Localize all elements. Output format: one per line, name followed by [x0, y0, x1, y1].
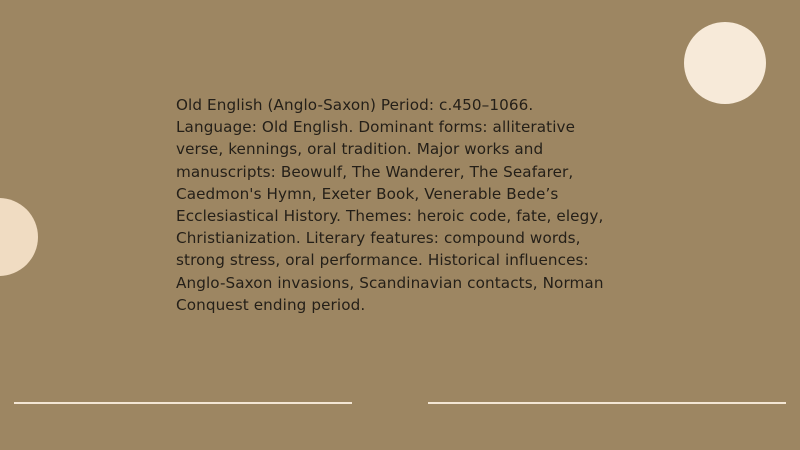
slide-body-text: Old English (Anglo-Saxon) Period: c.450–1066. Language: Old English. Dominant forms: alliterative verse, kennings, oral tradition. Major works and manuscripts: Beowulf, The Wanderer, The Seafarer, Caedmon's Hymn, Exeter Book, Venerable Bede’s Ecclesiastical History. Themes: heroic code, fate, elegy, Christianization. Literary features: compound words, strong stress, oral performance. Historical influences: Anglo-Saxon invasions, Scandinavian contacts, Norman Conquest ending period.: [176, 96, 609, 314]
divider-line-right: [428, 402, 786, 404]
divider-line-left: [14, 402, 352, 404]
decorative-circle-top-right: [684, 22, 766, 104]
decorative-circle-left: [0, 198, 38, 276]
